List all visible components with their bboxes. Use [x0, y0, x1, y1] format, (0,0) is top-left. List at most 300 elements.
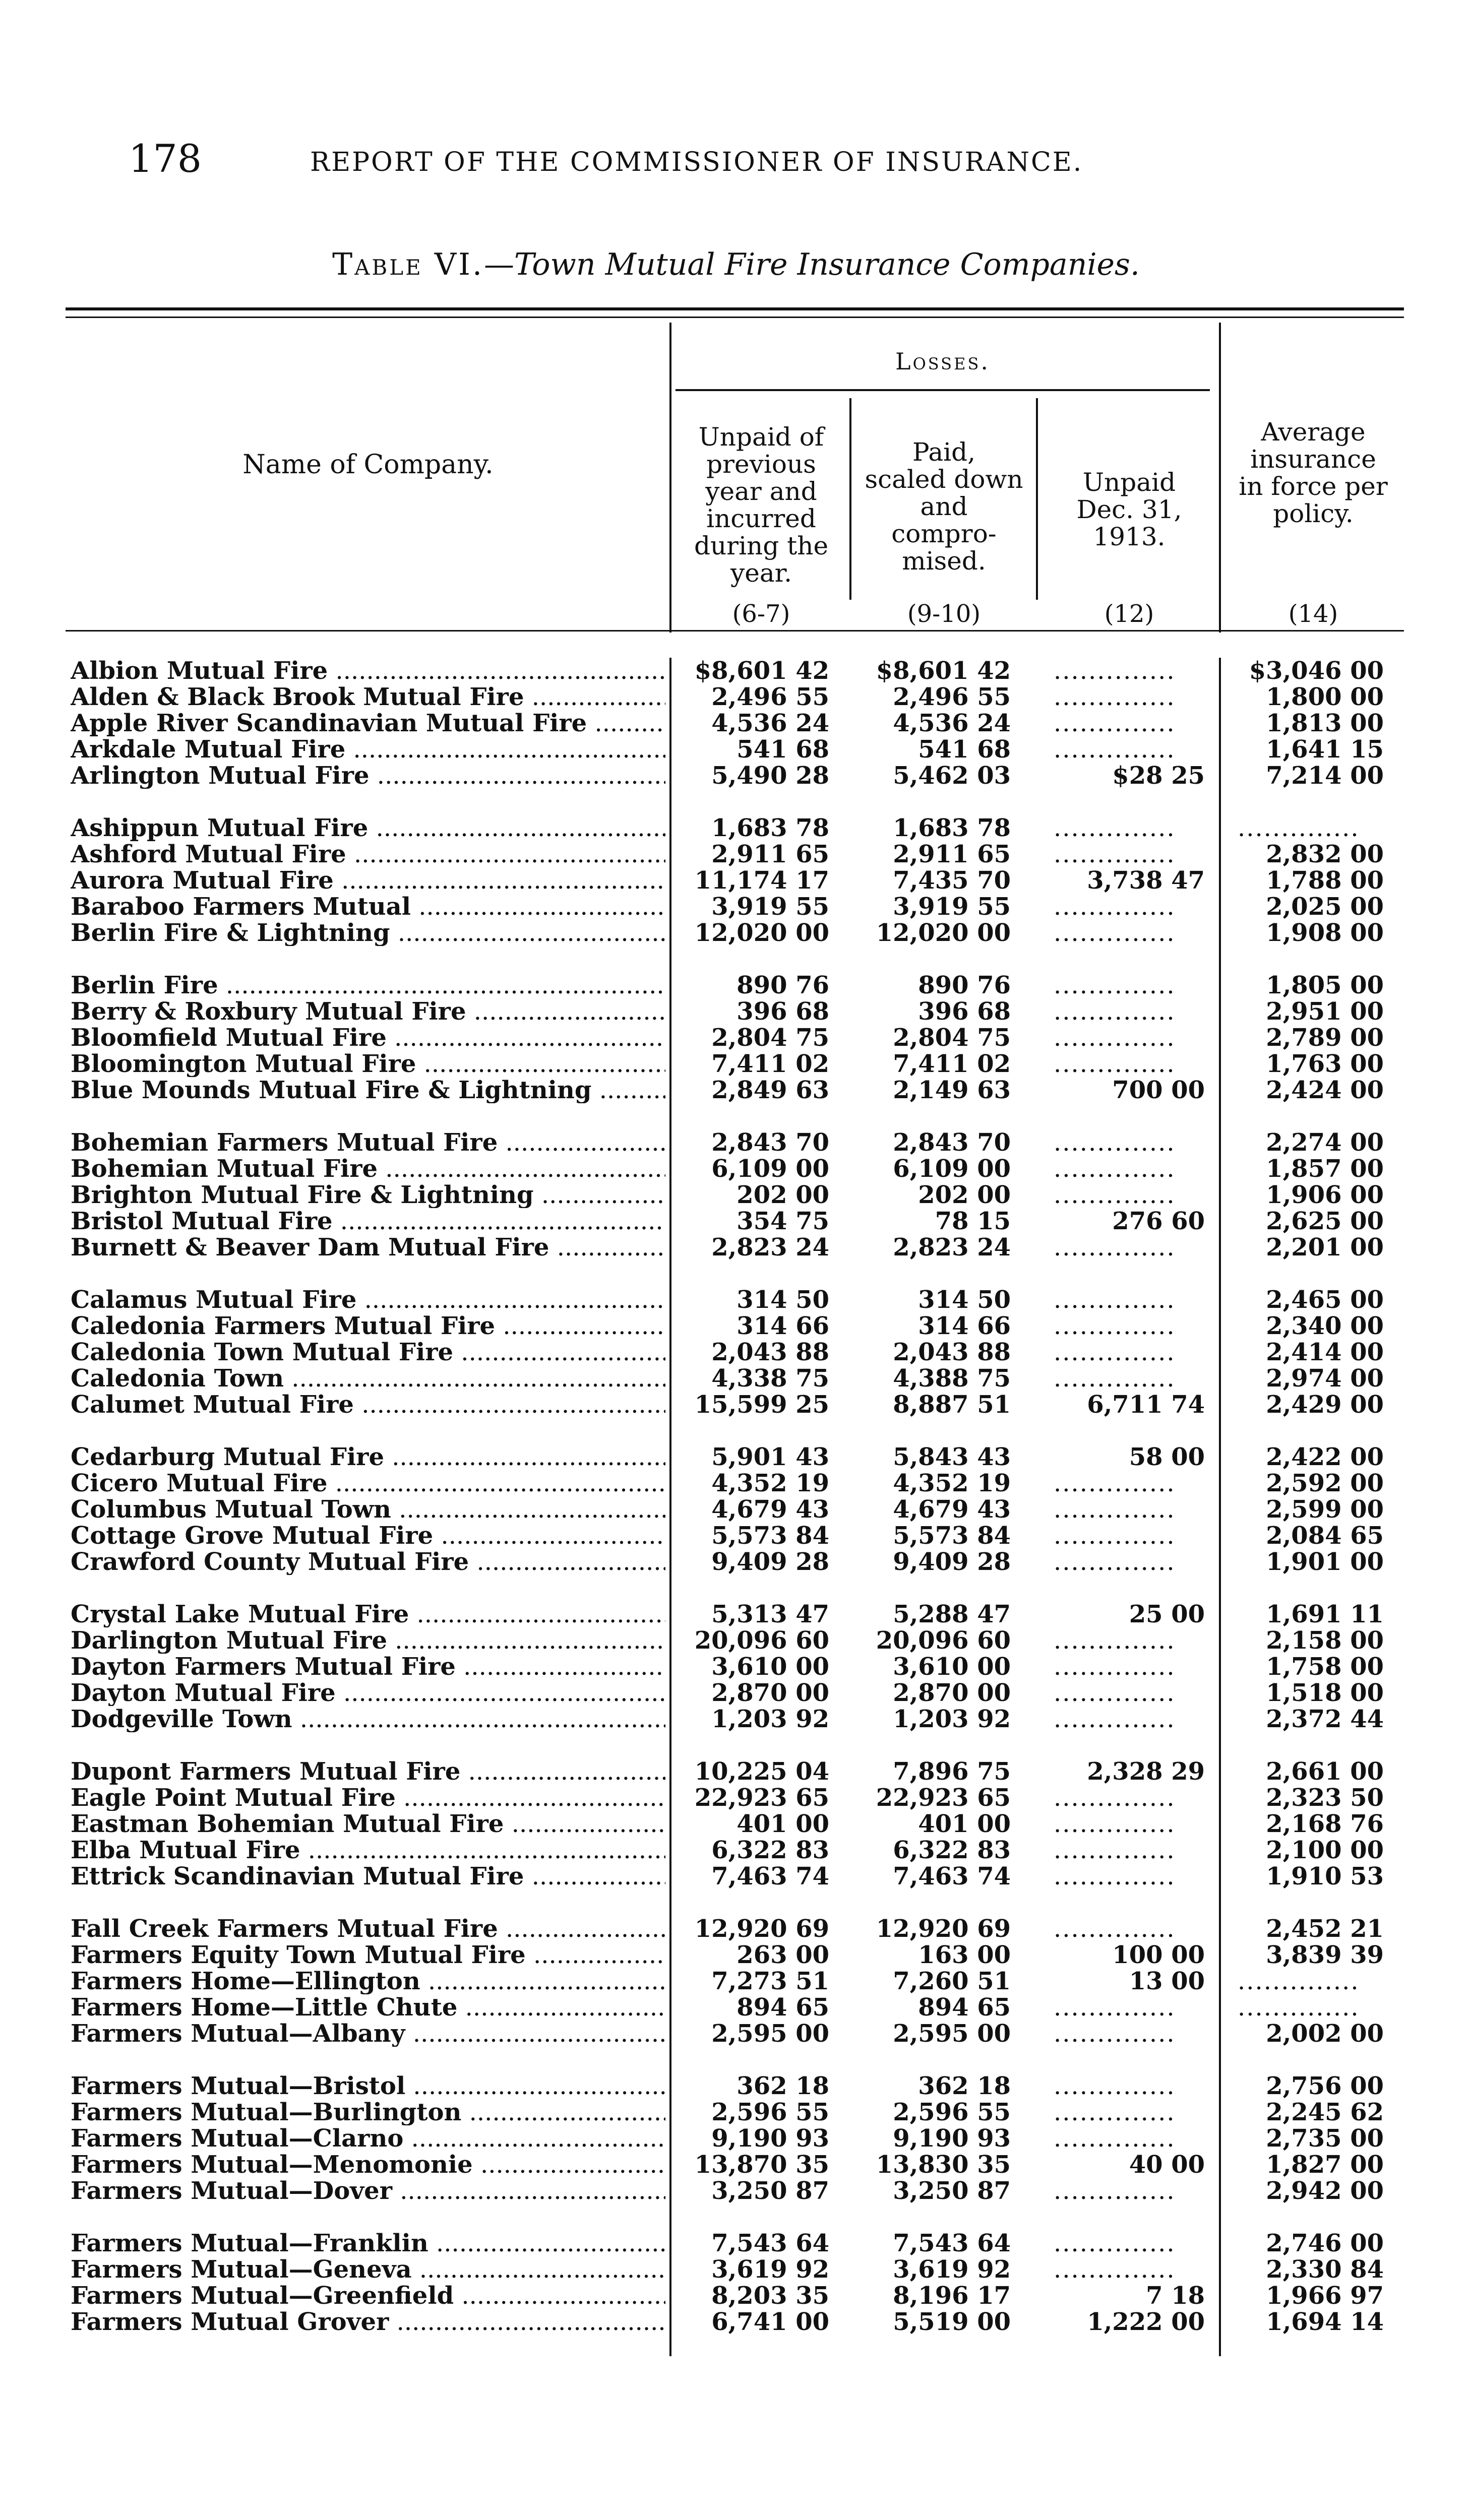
avg-insurance-cell: 7,214 00 [1266, 762, 1384, 790]
unpaid-incurred-cell: 2,849 63 [711, 1076, 829, 1104]
column-divider [849, 398, 851, 600]
empty-cell-dots: .............. [1054, 1626, 1176, 1655]
company-name: Arlington Mutual Fire ..... [71, 763, 665, 789]
empty-cell-dots: .............. [1054, 1338, 1176, 1366]
company-name: Farmers Mutual—Dover ..... [71, 2178, 665, 2204]
unpaid-dec-cell: 276 60 [1112, 1207, 1205, 1235]
paid-cell: 541 68 [918, 735, 1011, 764]
empty-cell-dots: .............. [1054, 1784, 1176, 1812]
losses-header: Losses. [895, 348, 990, 375]
table-row [0, 1129, 1472, 1156]
avg-insurance-cell: 2,323 50 [1266, 1784, 1384, 1812]
company-name: Darlington Mutual Fire ..... [71, 1627, 665, 1654]
empty-cell-dots: .............. [1054, 997, 1176, 1026]
empty-cell-dots: .............. [1054, 2072, 1176, 2100]
empty-cell-dots: .............. [1054, 2177, 1176, 2205]
empty-cell-dots: .............. [1054, 971, 1176, 999]
paid-cell: 5,288 47 [893, 1600, 1011, 1628]
empty-cell-dots: .............. [1054, 840, 1176, 868]
col-paid-header: Paid, scaled down and compro- mised. [865, 437, 1023, 576]
unpaid-incurred-cell: 362 18 [737, 2072, 829, 2100]
paid-cell: 22,923 65 [876, 1784, 1011, 1812]
company-name: Dayton Farmers Mutual Fire ..... [71, 1654, 665, 1680]
table-row [0, 1942, 1472, 1968]
top-rule-thin [66, 317, 1404, 318]
page-number: 178 [129, 136, 202, 181]
company-name: Dayton Mutual Fire ..... [71, 1680, 665, 1706]
paid-cell: 894 65 [918, 1993, 1011, 2022]
paid-cell: 2,496 55 [893, 683, 1011, 711]
unpaid-dec-cell: 6,711 74 [1087, 1391, 1205, 1419]
company-name: Elba Mutual Fire ..... [71, 1837, 665, 1863]
paid-cell: 1,203 92 [893, 1705, 1011, 1733]
table-row [0, 1654, 1472, 1680]
unpaid-incurred-cell: 5,573 84 [711, 1522, 829, 1550]
unpaid-dec-cell: 1,222 00 [1087, 2308, 1205, 2336]
paid-cell: $8,601 42 [876, 657, 1011, 685]
unpaid-incurred-cell: 4,352 19 [711, 1469, 829, 1497]
avg-insurance-cell: 1,906 00 [1266, 1181, 1384, 1209]
name-column-header: Name of Company. [242, 450, 494, 480]
paid-cell: 2,596 55 [893, 2098, 1011, 2126]
unpaid-dec-cell: 3,738 47 [1087, 866, 1205, 895]
table-row [0, 1234, 1472, 1261]
empty-cell-dots: .............. [1054, 1155, 1176, 1183]
company-name: Eastman Bohemian Mutual Fire ..... [71, 1811, 665, 1837]
table-row [0, 1601, 1472, 1627]
avg-insurance-cell: 1,800 00 [1266, 683, 1384, 711]
unpaid-dec-cell: 100 00 [1112, 1941, 1205, 1969]
company-name: Farmers Mutual—Clarno ..... [71, 2125, 665, 2152]
company-name: Ettrick Scandinavian Mutual Fire ..... [71, 1863, 665, 1889]
company-name: Columbus Mutual Town ..... [71, 1496, 665, 1523]
paid-cell: 2,595 00 [893, 2020, 1011, 2048]
table-row [0, 2073, 1472, 2099]
col-number: (9-10) [907, 600, 981, 628]
table-row [0, 1365, 1472, 1392]
avg-insurance-cell: 2,100 00 [1266, 1836, 1384, 1864]
row-group [0, 815, 1472, 946]
avg-insurance-cell: 2,789 00 [1266, 1024, 1384, 1052]
paid-cell: 2,911 65 [893, 840, 1011, 868]
empty-cell-dots: .............. [1054, 1128, 1176, 1157]
unpaid-incurred-cell: 5,490 28 [711, 762, 829, 790]
empty-cell-dots: .............. [1054, 814, 1176, 842]
avg-insurance-cell: 1,641 15 [1266, 735, 1384, 764]
table-row [0, 1968, 1472, 1994]
row-group [0, 658, 1472, 789]
avg-insurance-cell: 2,414 00 [1266, 1338, 1384, 1366]
company-name: Farmers Mutual—Geneva ..... [71, 2256, 665, 2283]
table-row [0, 1706, 1472, 1732]
unpaid-incurred-cell: 12,920 69 [694, 1915, 829, 1943]
table-row [0, 1182, 1472, 1208]
unpaid-incurred-cell: 11,174 17 [694, 866, 829, 895]
paid-cell: 8,887 51 [893, 1391, 1011, 1419]
unpaid-incurred-cell: 541 68 [737, 735, 829, 764]
company-name: Ashford Mutual Fire ..... [71, 841, 665, 867]
table-row [0, 1025, 1472, 1051]
unpaid-incurred-cell: 2,043 88 [711, 1338, 829, 1366]
company-name: Berlin Fire ..... [71, 972, 665, 998]
empty-cell-dots: .............. [1054, 657, 1176, 685]
empty-cell-dots: .............. [1238, 1967, 1360, 1995]
company-name: Cedarburg Mutual Fire ..... [71, 1444, 665, 1470]
empty-cell-dots: .............. [1054, 2098, 1176, 2126]
unpaid-incurred-cell: 890 76 [737, 971, 829, 999]
avg-insurance-cell: 1,518 00 [1266, 1679, 1384, 1707]
unpaid-incurred-cell: 2,496 55 [711, 683, 829, 711]
empty-cell-dots: .............. [1054, 1915, 1176, 1943]
table-row [0, 1496, 1472, 1523]
table-row [0, 2178, 1472, 2204]
col-number: (12) [1104, 600, 1154, 628]
company-name: Farmers Mutual—Burlington ..... [71, 2099, 665, 2125]
avg-insurance-cell: 1,788 00 [1266, 866, 1384, 895]
unpaid-incurred-cell: 1,683 78 [711, 814, 829, 842]
paid-cell: 78 15 [935, 1207, 1011, 1235]
row-group [0, 1916, 1472, 2047]
empty-cell-dots: .............. [1054, 1548, 1176, 1576]
company-name: Farmers Mutual—Bristol ..... [71, 2073, 665, 2099]
avg-insurance-cell: 2,625 00 [1266, 1207, 1384, 1235]
col-unpaid-incurred-header: Unpaid of previous year and incurred during the year. [694, 422, 829, 588]
paid-cell: 20,096 60 [876, 1626, 1011, 1655]
avg-insurance-cell: 1,813 00 [1266, 709, 1384, 737]
company-name: Caledonia Farmers Mutual Fire ..... [71, 1313, 665, 1339]
table-row [0, 2309, 1472, 2335]
paid-cell: 5,519 00 [893, 2308, 1011, 2336]
unpaid-incurred-cell: 2,804 75 [711, 1024, 829, 1052]
paid-cell: 314 50 [918, 1286, 1011, 1314]
avg-insurance-cell: 1,763 00 [1266, 1050, 1384, 1078]
avg-insurance-cell: 1,857 00 [1266, 1155, 1384, 1183]
col-number: (6-7) [732, 600, 790, 628]
table-row [0, 867, 1472, 894]
table-row [0, 1837, 1472, 1863]
empty-cell-dots: .............. [1054, 1286, 1176, 1314]
column-divider [669, 323, 671, 633]
paid-cell: 13,830 35 [876, 2151, 1011, 2179]
avg-insurance-cell: 1,910 53 [1266, 1862, 1384, 1891]
empty-cell-dots: .............. [1054, 1653, 1176, 1681]
table-row [0, 920, 1472, 946]
avg-insurance-cell: 2,158 00 [1266, 1626, 1384, 1655]
avg-insurance-cell: 2,372 44 [1266, 1705, 1384, 1733]
row-group [0, 2230, 1472, 2335]
empty-cell-dots: .............. [1054, 1522, 1176, 1550]
table-row [0, 815, 1472, 841]
company-name: Baraboo Farmers Mutual ..... [71, 894, 665, 920]
company-name: Crawford County Mutual Fire ..... [71, 1549, 665, 1575]
company-name: Farmers Mutual—Franklin ..... [71, 2230, 665, 2256]
table-row [0, 1627, 1472, 1654]
avg-insurance-cell: 2,746 00 [1266, 2229, 1384, 2257]
company-name: Berry & Roxbury Mutual Fire ..... [71, 998, 665, 1025]
avg-insurance-cell: 1,758 00 [1266, 1653, 1384, 1681]
empty-cell-dots: .............. [1054, 709, 1176, 737]
paid-cell: 7,435 70 [893, 866, 1011, 895]
paid-cell: 314 66 [918, 1312, 1011, 1340]
company-name: Alden & Black Brook Mutual Fire ..... [71, 684, 665, 710]
empty-cell-dots: .............. [1238, 1993, 1360, 2022]
company-name: Bloomfield Mutual Fire ..... [71, 1025, 665, 1051]
avg-insurance-cell: 2,951 00 [1266, 997, 1384, 1026]
unpaid-incurred-cell: 9,190 93 [711, 2124, 829, 2153]
table-row [0, 1758, 1472, 1785]
company-name: Farmers Mutual Grover ..... [71, 2309, 665, 2335]
unpaid-dec-cell: 40 00 [1129, 2151, 1205, 2179]
unpaid-incurred-cell: 4,536 24 [711, 709, 829, 737]
unpaid-incurred-cell: 5,313 47 [711, 1600, 829, 1628]
table-row [0, 1444, 1472, 1470]
avg-insurance-cell: 2,974 00 [1266, 1364, 1384, 1393]
company-name: Burnett & Beaver Dam Mutual Fire ..... [71, 1234, 665, 1261]
empty-cell-dots: .............. [1054, 1050, 1176, 1078]
unpaid-incurred-cell: 4,338 75 [711, 1364, 829, 1393]
table-row [0, 2230, 1472, 2256]
unpaid-incurred-cell: 13,870 35 [694, 2151, 829, 2179]
table-label: Table VI. [332, 247, 484, 282]
paid-cell: 4,679 43 [893, 1495, 1011, 1524]
paid-cell: 6,109 00 [893, 1155, 1011, 1183]
avg-insurance-cell: 1,901 00 [1266, 1548, 1384, 1576]
company-name: Apple River Scandinavian Mutual Fire ..... [71, 710, 665, 736]
paid-cell: 396 68 [918, 997, 1011, 1026]
paid-cell: 4,536 24 [893, 709, 1011, 737]
unpaid-incurred-cell: 7,273 51 [711, 1967, 829, 1995]
table-row [0, 894, 1472, 920]
empty-cell-dots: .............. [1054, 893, 1176, 921]
paid-cell: 12,020 00 [876, 919, 1011, 947]
table-row [0, 2283, 1472, 2309]
paid-cell: 7,543 64 [893, 2229, 1011, 2257]
paid-cell: 3,250 87 [893, 2177, 1011, 2205]
unpaid-incurred-cell: 3,610 00 [711, 1653, 829, 1681]
company-name: Calamus Mutual Fire ..... [71, 1287, 665, 1313]
empty-cell-dots: .............. [1054, 1024, 1176, 1052]
empty-cell-dots: .............. [1054, 1312, 1176, 1340]
avg-insurance-cell: 1,691 11 [1266, 1600, 1384, 1628]
table-row [0, 1156, 1472, 1182]
column-divider [1036, 398, 1038, 600]
paid-cell: 3,610 00 [893, 1653, 1011, 1681]
avg-insurance-cell: 1,827 00 [1266, 2151, 1384, 2179]
losses-underline [676, 389, 1210, 391]
table-row [0, 1392, 1472, 1418]
table-row [0, 1916, 1472, 1942]
unpaid-incurred-cell: $8,601 42 [694, 657, 829, 685]
table-row [0, 2125, 1472, 2152]
paid-cell: 3,919 55 [893, 893, 1011, 921]
table-row [0, 2099, 1472, 2125]
company-name: Farmers Home—Ellington ..... [71, 1968, 665, 1994]
table-row [0, 998, 1472, 1025]
table-row [0, 710, 1472, 736]
empty-cell-dots: .............. [1054, 1705, 1176, 1733]
company-name: Caledonia Town Mutual Fire ..... [71, 1339, 665, 1365]
table-row [0, 763, 1472, 789]
empty-cell-dots: .............. [1054, 2124, 1176, 2153]
unpaid-incurred-cell: 7,543 64 [711, 2229, 829, 2257]
unpaid-dec-cell: 2,328 29 [1087, 1757, 1205, 1786]
unpaid-incurred-cell: 401 00 [737, 1810, 829, 1838]
column-divider [1219, 323, 1221, 633]
company-name: Ashippun Mutual Fire ..... [71, 815, 665, 841]
paid-cell: 2,823 24 [893, 1233, 1011, 1262]
paid-cell: 4,352 19 [893, 1469, 1011, 1497]
paid-cell: 5,462 03 [893, 762, 1011, 790]
unpaid-incurred-cell: 5,901 43 [711, 1443, 829, 1471]
avg-insurance-cell: 2,424 00 [1266, 1076, 1384, 1104]
paid-cell: 9,190 93 [893, 2124, 1011, 2153]
row-group [0, 972, 1472, 1103]
table-row [0, 1680, 1472, 1706]
unpaid-dec-cell: 700 00 [1112, 1076, 1205, 1104]
table-row [0, 736, 1472, 763]
avg-insurance-cell: 2,756 00 [1266, 2072, 1384, 2100]
avg-insurance-cell: 2,201 00 [1266, 1233, 1384, 1262]
empty-cell-dots: .............. [1054, 1862, 1176, 1891]
paid-cell: 3,619 92 [893, 2255, 1011, 2284]
table-row [0, 2152, 1472, 2178]
paid-cell: 401 00 [918, 1810, 1011, 1838]
unpaid-incurred-cell: 22,923 65 [694, 1784, 829, 1812]
unpaid-incurred-cell: 2,823 24 [711, 1233, 829, 1262]
table-row [0, 1863, 1472, 1889]
table-row [0, 1549, 1472, 1575]
col-unpaid-dec-header: Unpaid Dec. 31, 1913. [1076, 468, 1182, 551]
row-group [0, 1287, 1472, 1418]
unpaid-incurred-cell: 12,020 00 [694, 919, 829, 947]
company-name: Albion Mutual Fire ..... [71, 658, 665, 684]
company-name: Bristol Mutual Fire ..... [71, 1208, 665, 1234]
paid-cell: 2,043 88 [893, 1338, 1011, 1366]
unpaid-incurred-cell: 314 66 [737, 1312, 829, 1340]
avg-insurance-cell: 2,661 00 [1266, 1757, 1384, 1786]
unpaid-incurred-cell: 9,409 28 [711, 1548, 829, 1576]
unpaid-incurred-cell: 314 50 [737, 1286, 829, 1314]
empty-cell-dots: .............. [1054, 1469, 1176, 1497]
unpaid-incurred-cell: 2,911 65 [711, 840, 829, 868]
unpaid-incurred-cell: 354 75 [737, 1207, 829, 1235]
paid-cell: 890 76 [918, 971, 1011, 999]
unpaid-incurred-cell: 3,919 55 [711, 893, 829, 921]
unpaid-incurred-cell: 2,596 55 [711, 2098, 829, 2126]
table-row [0, 1077, 1472, 1103]
company-name: Bohemian Farmers Mutual Fire ..... [71, 1129, 665, 1156]
avg-insurance-cell: 2,245 62 [1266, 2098, 1384, 2126]
company-name: Fall Creek Farmers Mutual Fire ..... [71, 1916, 665, 1942]
company-name: Farmers Mutual—Albany ..... [71, 2021, 665, 2047]
paid-cell: 6,322 83 [893, 1836, 1011, 1864]
paid-cell: 7,896 75 [893, 1757, 1011, 1786]
empty-cell-dots: .............. [1054, 1810, 1176, 1838]
avg-insurance-cell: 2,592 00 [1266, 1469, 1384, 1497]
empty-cell-dots: .............. [1054, 1993, 1176, 2022]
unpaid-incurred-cell: 1,203 92 [711, 1705, 829, 1733]
top-rule-thick [66, 307, 1404, 310]
paid-cell: 2,149 63 [893, 1076, 1011, 1104]
table-row [0, 2256, 1472, 2283]
unpaid-incurred-cell: 396 68 [737, 997, 829, 1026]
avg-insurance-cell: 2,002 00 [1266, 2020, 1384, 2048]
empty-cell-dots: .............. [1054, 1181, 1176, 1209]
table-row [0, 2021, 1472, 2047]
unpaid-incurred-cell: 6,109 00 [711, 1155, 829, 1183]
empty-cell-dots: .............. [1054, 919, 1176, 947]
unpaid-incurred-cell: 894 65 [737, 1993, 829, 2022]
table-subtitle: —Town Mutual Fire Insurance Companies. [484, 247, 1140, 282]
paid-cell: 7,411 02 [893, 1050, 1011, 1078]
paid-cell: 362 18 [918, 2072, 1011, 2100]
header-bottom-rule [66, 630, 1404, 632]
table-row [0, 1470, 1472, 1496]
running-title: REPORT OF THE COMMISSIONER OF INSURANCE. [310, 147, 1083, 177]
avg-insurance-cell: 2,084 65 [1266, 1522, 1384, 1550]
row-group [0, 1129, 1472, 1261]
paid-cell: 2,843 70 [893, 1128, 1011, 1157]
company-name: Brighton Mutual Fire & Lightning ..... [71, 1182, 665, 1208]
avg-insurance-cell: 1,908 00 [1266, 919, 1384, 947]
page-header [0, 136, 1472, 197]
company-name: Farmers Equity Town Mutual Fire ..... [71, 1942, 665, 1968]
paid-cell: 2,870 00 [893, 1679, 1011, 1707]
company-name: Eagle Point Mutual Fire ..... [71, 1785, 665, 1811]
empty-cell-dots: .............. [1054, 1495, 1176, 1524]
unpaid-incurred-cell: 4,679 43 [711, 1495, 829, 1524]
avg-insurance-cell: 2,452 21 [1266, 1915, 1384, 1943]
company-name: Arkdale Mutual Fire ..... [71, 736, 665, 763]
company-name: Crystal Lake Mutual Fire ..... [71, 1601, 665, 1627]
table-row [0, 684, 1472, 710]
row-group [0, 2073, 1472, 2204]
empty-cell-dots: .............. [1054, 2229, 1176, 2257]
paid-cell: 202 00 [918, 1181, 1011, 1209]
avg-insurance-cell: 2,832 00 [1266, 840, 1384, 868]
empty-cell-dots: .............. [1054, 735, 1176, 764]
unpaid-incurred-cell: 2,843 70 [711, 1128, 829, 1157]
unpaid-incurred-cell: 3,619 92 [711, 2255, 829, 2284]
table-row [0, 1208, 1472, 1234]
avg-insurance-cell: 2,025 00 [1266, 893, 1384, 921]
company-name: Blue Mounds Mutual Fire & Lightning ..... [71, 1077, 665, 1103]
table-title [0, 247, 1472, 282]
avg-insurance-cell: 2,274 00 [1266, 1128, 1384, 1157]
unpaid-dec-cell: $28 25 [1112, 762, 1205, 790]
avg-insurance-cell: 3,839 39 [1266, 1941, 1384, 1969]
unpaid-incurred-cell: 20,096 60 [694, 1626, 829, 1655]
empty-cell-dots: .............. [1054, 1364, 1176, 1393]
company-name: Caledonia Town ..... [71, 1365, 665, 1392]
unpaid-dec-cell: 58 00 [1129, 1443, 1205, 1471]
paid-cell: 7,260 51 [893, 1967, 1011, 1995]
avg-insurance-cell: 1,694 14 [1266, 2308, 1384, 2336]
company-name: Cottage Grove Mutual Fire ..... [71, 1523, 665, 1549]
unpaid-incurred-cell: 8,203 35 [711, 2282, 829, 2310]
avg-insurance-cell: 2,735 00 [1266, 2124, 1384, 2153]
company-name: Berlin Fire & Lightning ..... [71, 920, 665, 946]
unpaid-incurred-cell: 10,225 04 [694, 1757, 829, 1786]
unpaid-incurred-cell: 6,322 83 [711, 1836, 829, 1864]
paid-cell: 1,683 78 [893, 814, 1011, 842]
table-row [0, 1313, 1472, 1339]
company-name: Calumet Mutual Fire ..... [71, 1392, 665, 1418]
company-name: Farmers Mutual—Menomonie ..... [71, 2152, 665, 2178]
unpaid-incurred-cell: 2,595 00 [711, 2020, 829, 2048]
table-row [0, 658, 1472, 684]
empty-cell-dots: .............. [1054, 1679, 1176, 1707]
